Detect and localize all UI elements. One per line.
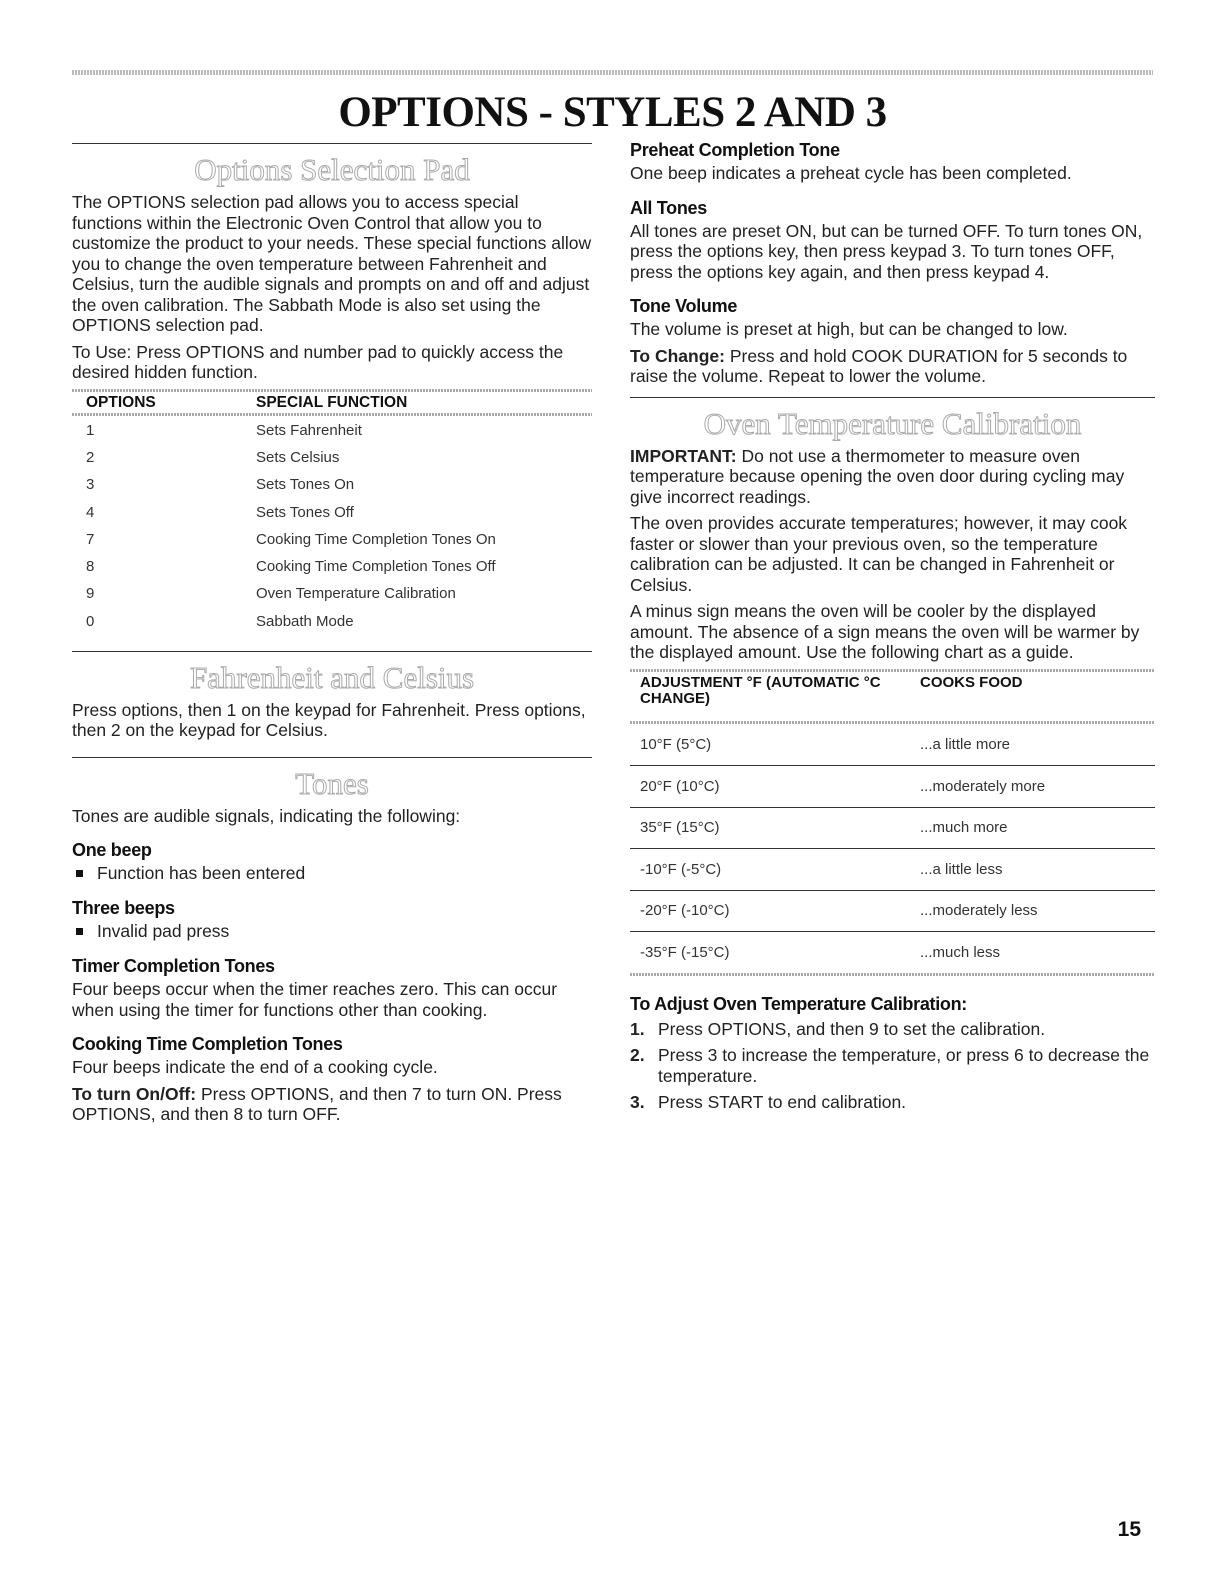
important-label: IMPORTANT: — [630, 445, 737, 466]
table-row — [630, 766, 1155, 808]
important-paragraph — [630, 446, 1155, 508]
options-table — [72, 392, 592, 635]
all-tones-heading: All Tones — [630, 197, 707, 218]
table-row — [72, 526, 592, 553]
adjustment-cell: -35°F (-15°C) — [640, 943, 730, 961]
section-heading-tones: Tones — [295, 765, 369, 801]
options-column-header: OPTIONS — [86, 393, 156, 411]
turn-on-off-paragraph — [72, 1084, 592, 1125]
all-tones-paragraph: All tones are preset ON, but can be turned OFF. To turn tones ON, press the options key, then press keypad 3. To turn tones OFF, press the options key again, and then press keypad 4. — [630, 220, 1143, 282]
to-change-paragraph — [630, 346, 1155, 387]
preheat-completion-heading: Preheat Completion Tone — [630, 140, 840, 160]
tone-volume-heading: Tone Volume — [630, 296, 738, 316]
cooking-completion-paragraph: Four beeps indicate the end of a cooking cycle. — [72, 1057, 438, 1078]
step-text: Press 3 to increase the temperature, or press 6 to decrease the temperature. — [658, 1045, 1150, 1086]
cooks-food-cell: ...much less — [920, 943, 1001, 961]
option-function: Sets Fahrenheit — [256, 421, 362, 439]
option-number: 2 — [86, 448, 95, 466]
table-bottom-rule — [630, 973, 1155, 976]
timer-completion-paragraph: Four beeps occur when the timer reaches zero. This can occur when using the timer for functions other than cooking. — [72, 979, 558, 1020]
adjustment-cell: 20°F (10°C) — [630, 766, 910, 808]
page-title: OPTIONS - STYLES 2 AND 3 — [338, 89, 887, 136]
table-row — [72, 553, 592, 580]
options-intro-paragraph: The OPTIONS selection pad allows you to access special functions within the Electronic Oven Control that allow you to customize the product to your needs. These special functions allow you to change the oven temperature between Fahrenheit and Celsius, turn the audible signals and prompts on and off and adjust the oven calibration. The Sabbath Mode is also set using the OPTIONS selection pad. — [72, 192, 592, 335]
option-function: Oven Temperature Calibration — [256, 585, 456, 603]
table-row — [630, 890, 1155, 932]
to-change-label: To Change: — [630, 345, 725, 366]
option-function: Cooking Time Completion Tones Off — [256, 558, 496, 576]
calibration-table — [630, 672, 1155, 973]
section-heading-oven-temperature-calibration: Oven Temperature Calibration — [703, 405, 1082, 441]
table-row — [72, 608, 592, 635]
option-function: Sets Tones On — [256, 476, 355, 494]
preheat-completion-paragraph: One beep indicates a preheat cycle has been completed. — [630, 163, 1072, 183]
fahrenheit-celsius-paragraph: Press options, then 1 on the keypad for Fahrenheit. Press options, then 2 on the keypad for Celsius. — [72, 699, 586, 741]
cooks-food-cell: ...a little less — [910, 849, 1155, 891]
right-column — [630, 140, 1155, 1119]
turn-on-off-text: Press OPTIONS, and then 7 to turn ON. Press OPTIONS, and then 8 to turn OFF. — [72, 1083, 562, 1125]
to-change-text: Press and hold COOK DURATION for 5 seconds to raise the volume. Repeat to lower the volume. — [630, 345, 1128, 386]
cooks-food-column-header: COOKS FOOD — [920, 673, 1023, 691]
option-number: 1 — [86, 421, 95, 439]
step-text: Press START to end calibration. — [658, 1092, 907, 1112]
calibration-table-header — [630, 672, 1155, 721]
calibration-paragraph: The oven provides accurate temperatures; however, it may cook faster or slower than your previous oven, so the temperature calibration can be adjusted. It can be changed in Fahrenheit or Celsius. — [630, 513, 1128, 595]
option-number: 8 — [86, 558, 95, 576]
section-divider — [72, 757, 592, 758]
list-item — [72, 863, 592, 884]
important-text: Do not use a thermometer to measure oven temperature because opening the oven door during cycling may give incorrect readings. — [630, 445, 1125, 507]
step-number: 3. — [630, 1092, 645, 1112]
table-row — [630, 725, 1155, 766]
bullet-square-icon — [76, 870, 83, 877]
section-divider — [72, 143, 592, 144]
table-row — [72, 580, 592, 607]
option-number: 9 — [86, 585, 95, 603]
table-row — [72, 444, 592, 471]
list-item — [630, 1045, 1155, 1086]
tone-volume-paragraph: The volume is preset at high, but can be changed to low. — [630, 319, 1068, 339]
step-number: 2. — [630, 1045, 645, 1065]
option-number: 0 — [86, 612, 95, 630]
tones-intro-paragraph: Tones are audible signals, indicating the following: — [72, 805, 461, 826]
table-row — [72, 498, 592, 525]
adjustment-column-header: ADJUSTMENT °F (AUTOMATIC °C CHANGE) — [640, 673, 881, 707]
option-number: 7 — [86, 530, 95, 548]
option-function: Sets Tones Off — [256, 503, 354, 521]
bullet-square-icon — [76, 928, 83, 935]
special-function-column-header: SPECIAL FUNCTION — [256, 393, 408, 411]
calibration-steps-list — [630, 1019, 1155, 1113]
step-number: 1. — [630, 1018, 645, 1039]
cooks-food-cell: ...moderately more — [910, 766, 1155, 808]
cooks-food-cell: ...a little more — [910, 725, 1155, 766]
list-item — [72, 921, 592, 942]
one-beep-heading: One beep — [72, 840, 152, 861]
option-function: Sabbath Mode — [256, 612, 354, 630]
option-function: Cooking Time Completion Tones On — [256, 530, 496, 548]
cooks-food-cell: ...much more — [910, 807, 1155, 849]
options-table-header — [72, 392, 592, 413]
adjustment-cell: 10°F (5°C) — [630, 725, 910, 766]
options-to-use-paragraph: To Use: Press OPTIONS and number pad to quickly access the desired hidden function. — [72, 341, 564, 382]
table-row — [72, 417, 592, 444]
section-heading-fahrenheit-celsius: Fahrenheit and Celsius — [189, 659, 475, 695]
table-row — [630, 932, 1155, 973]
page-number: 15 — [1117, 1518, 1141, 1541]
list-item — [630, 1092, 1155, 1113]
table-row — [72, 471, 592, 498]
option-function: Sets Celsius — [256, 448, 340, 466]
three-beeps-heading: Three beeps — [72, 898, 175, 919]
adjustment-cell: -10°F (-5°C) — [630, 849, 910, 891]
section-divider — [72, 651, 592, 652]
minus-sign-paragraph: A minus sign means the oven will be cooler by the displayed amount. The absence of a sign means the oven will be warmer by the displayed amount. Use the following chart as a guide. — [630, 601, 1140, 662]
cooking-completion-heading: Cooking Time Completion Tones — [72, 1034, 343, 1055]
adjust-calibration-heading: To Adjust Oven Temperature Calibration: — [630, 993, 968, 1014]
adjustment-cell: -20°F (-10°C) — [630, 890, 910, 932]
option-number: 3 — [86, 476, 95, 494]
option-number: 4 — [86, 503, 95, 521]
list-item-text: Function has been entered — [97, 863, 306, 884]
table-row — [630, 849, 1155, 891]
step-text: Press OPTIONS, and then 9 to set the calibration. — [658, 1018, 1046, 1039]
top-dotted-rule — [72, 70, 1153, 75]
adjustment-cell: 35°F (15°C) — [630, 807, 910, 849]
left-column — [72, 143, 592, 1131]
cooks-food-cell: ...moderately less — [910, 890, 1155, 932]
section-heading-options-selection-pad: Options Selection Pad — [194, 152, 470, 187]
list-item — [630, 1019, 1155, 1040]
section-divider — [630, 397, 1155, 398]
table-row — [630, 807, 1155, 849]
timer-completion-heading: Timer Completion Tones — [72, 956, 275, 977]
turn-on-off-label: To turn On/Off: — [72, 1083, 197, 1104]
list-item-text: Invalid pad press — [97, 921, 230, 942]
